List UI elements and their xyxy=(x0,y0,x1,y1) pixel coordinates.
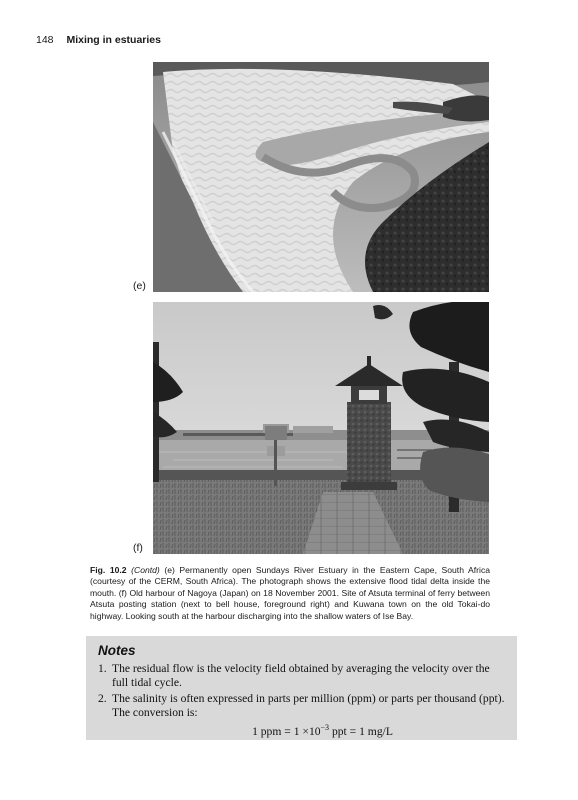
conversion-formula xyxy=(98,723,507,738)
chapter-title: Mixing in estuaries xyxy=(66,34,161,46)
estuary-aerial-image xyxy=(153,62,489,292)
note-text: The residual flow is the velocity field obtained by averaging the velocity over the full tidal cycle. xyxy=(112,662,490,689)
figure-label-e: (e) xyxy=(133,280,146,292)
figure-caption xyxy=(90,565,490,622)
note-text: The salinity is often expressed in parts per million (ppm) or parts per thousand (ppt). The conversion is: xyxy=(112,692,505,719)
formula-left: 1 ppm = 1 ×10 xyxy=(252,724,321,738)
note-item xyxy=(98,662,507,690)
caption-text: (e) Permanently open Sundays River Estuary in the Eastern Cape, South Africa (courtesy of the CERM, South Africa). The photograph shows the extensive flood tidal delta inside the mouth. (f) Old harbour of Nagoya (Japan) on 18 November 2001. Site of Atsuta terminal of ferry between Atsuta posting station (next to bell house, foreground right) and Kuwana town on the old Tokai-do highway. Looking south at the harbour discharging into the shallow waters of Ise Bay. xyxy=(90,565,491,621)
figure-number: Fig. 10.2 xyxy=(90,565,127,575)
photo-nagoya-harbour xyxy=(153,302,489,554)
nagoya-harbour-image xyxy=(153,302,489,554)
note-item xyxy=(98,692,507,720)
notes-box xyxy=(86,636,517,740)
note-number: 1. xyxy=(98,662,107,675)
note-number: 2. xyxy=(98,692,107,705)
figure-label-f: (f) xyxy=(133,542,143,554)
caption-contd: (Contd) xyxy=(131,565,160,575)
running-header xyxy=(36,34,161,46)
formula-right: ppt = 1 mg/L xyxy=(329,724,393,738)
notes-title: Notes xyxy=(98,643,136,658)
formula-exponent: −3 xyxy=(320,723,330,732)
photo-estuary-aerial xyxy=(153,62,489,292)
page-number: 148 xyxy=(36,34,54,46)
